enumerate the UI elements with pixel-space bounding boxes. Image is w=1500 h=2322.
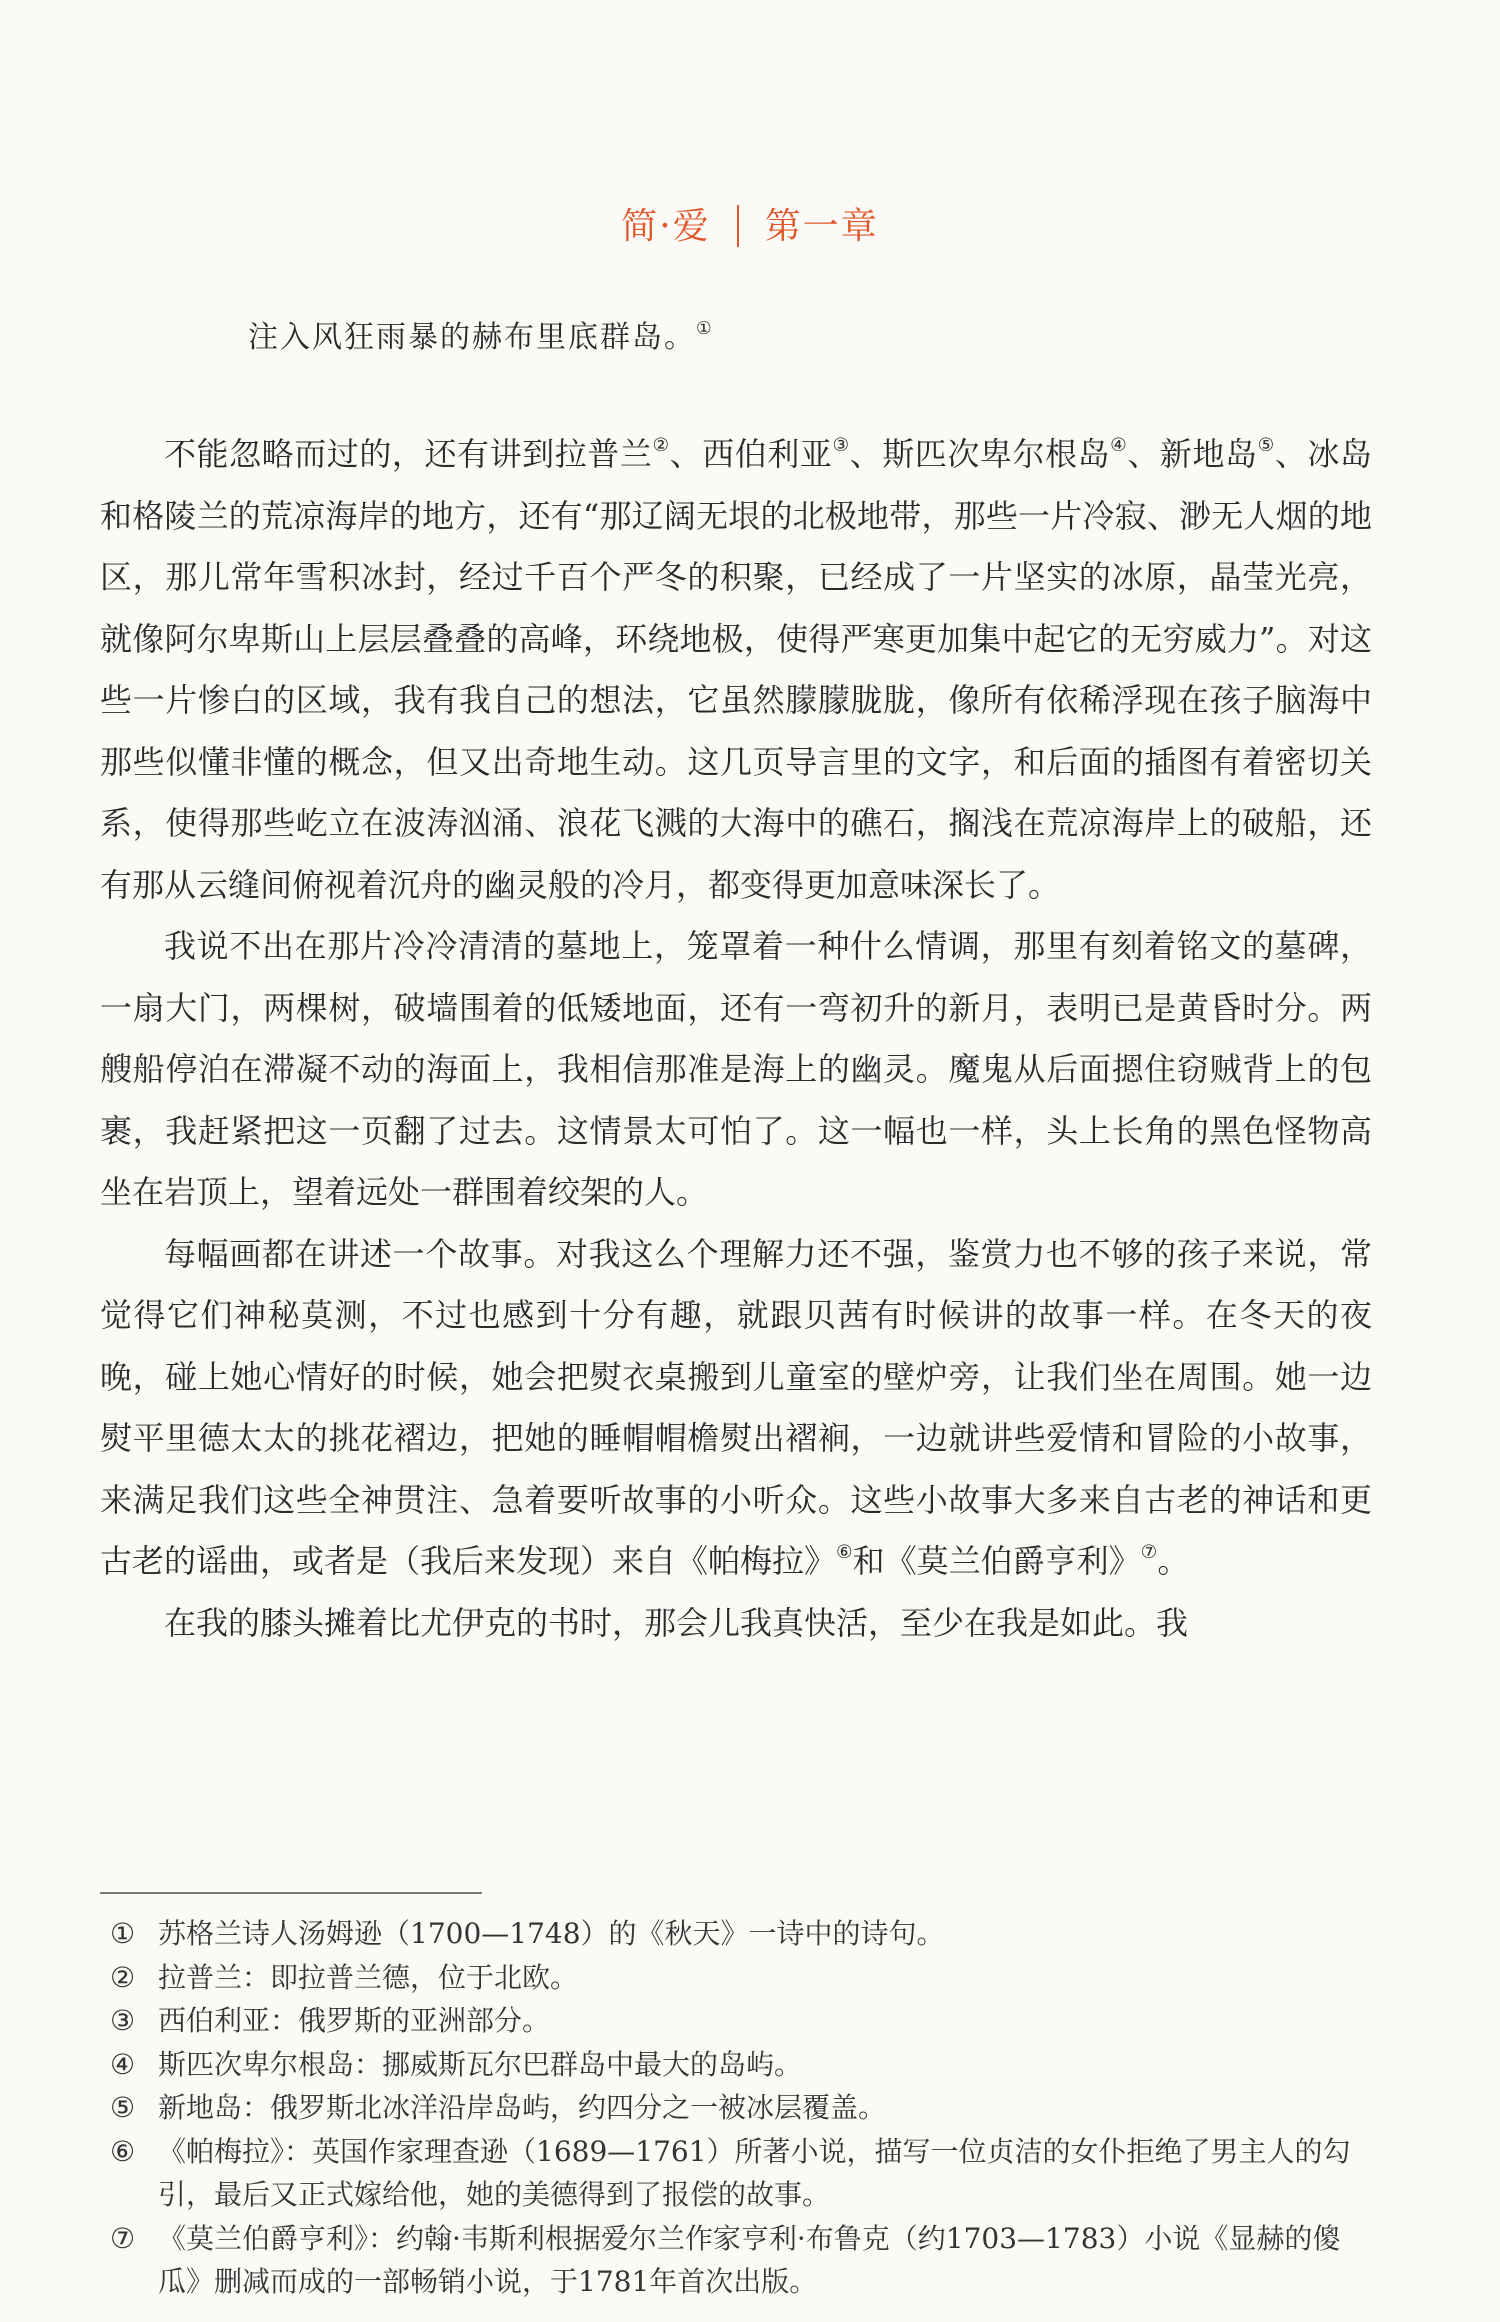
paragraph-text: 、斯匹次卑尔根岛 bbox=[849, 435, 1111, 473]
footnote-mark: ④ bbox=[110, 2047, 136, 2081]
paragraph-text: 、新地岛 bbox=[1127, 435, 1258, 473]
paragraph-text: 、西伯利亚 bbox=[669, 435, 833, 473]
footnote-mark: ① bbox=[110, 1917, 136, 1950]
running-header bbox=[0, 198, 1500, 250]
epigraph bbox=[248, 312, 714, 356]
footnote-ref: ⑤ bbox=[1257, 435, 1275, 457]
footnote bbox=[110, 1956, 1380, 2000]
paragraph-text: 不能忽略而过的，还有讲到拉普兰 bbox=[164, 435, 653, 473]
epigraph-text: 注入风狂雨暴的赫布里底群岛。 bbox=[248, 320, 696, 355]
footnote bbox=[110, 1912, 1380, 1956]
footnote-mark: ③ bbox=[110, 2004, 136, 2037]
footnote-text: 拉普兰：即拉普兰德，位于北欧。 bbox=[158, 1960, 579, 1994]
footnote-ref: ③ bbox=[832, 435, 850, 457]
body-text bbox=[100, 424, 1372, 1654]
footnote-mark: ⑥ bbox=[110, 2134, 136, 2168]
footnote-mark: ② bbox=[110, 1960, 136, 1994]
footnote-ref: ① bbox=[696, 318, 714, 339]
footnote-text: 《莫兰伯爵亨利》：约翰·韦斯利根据爱尔兰作家亨利·布鲁克（约1703—1783）小说《显赫的傻瓜》删减而成的一部畅销小说，于1781年首次出版。 bbox=[158, 2221, 1341, 2298]
paragraph-text: 。 bbox=[1157, 1542, 1190, 1580]
header-book-title: 简·爱 bbox=[621, 206, 711, 247]
footnote-text: 斯匹次卑尔根岛：挪威斯瓦尔巴群岛中最大的岛屿。 bbox=[158, 2047, 803, 2081]
paragraph-text: 、冰岛和格陵兰的荒凉海岸的地方，还有“那辽阔无垠的北极地带，那些一片冷寂、渺无人烟的地区，那儿常年雪积冰封，经过千百个严冬的积聚，已经成了一片坚实的冰原，晶莹光亮，就像阿尔卑斯山上层层叠叠的高峰，环绕地极，使得严寒更加集中起它的无穷威力”。对这些一片惨白的区域，我有我自己的想法，它虽然朦朦胧胧，像所有依稀浮现在孩子脑海中那些似懂非懂的概念，但又出奇地生动。这几页导言里的文字，和后面的插图有着密切关系，使得那些屹立在波涛汹涌、浪花飞溅的大海中的礁石，搁浅在荒凉海岸上的破船，还有那从云缝间俯视着沉舟的幽灵般的冷月，都变得更加意味深长了。 bbox=[100, 435, 1372, 904]
footnote bbox=[110, 2217, 1380, 2304]
header-divider bbox=[737, 205, 739, 247]
footnote-ref: ⑥ bbox=[836, 1542, 853, 1564]
paragraph-text: 我说不出在那片冷冷清清的墓地上，笼罩着一种什么情调，那里有刻着铭文的墓碑，一扇大门，两棵树，破墙围着的低矮地面，还有一弯初升的新月，表明已是黄昏时分。两艘船停泊在滞凝不动的海面上，我相信那准是海上的幽灵。魔鬼从后面摁住窃贼背上的包裹，我赶紧把这一页翻了过去。这情景太可怕了。这一幅也一样，头上长角的黑色怪物高坐在岩顶上，望着远处一群围着绞架的人。 bbox=[100, 927, 1372, 1211]
footnote-text: 西伯利亚：俄罗斯的亚洲部分。 bbox=[158, 2004, 551, 2037]
footnote-text: 新地岛：俄罗斯北冰洋沿岸岛屿，约四分之一被冰层覆盖。 bbox=[158, 2091, 887, 2124]
paragraph-text: 和《莫兰伯爵亨利》 bbox=[852, 1542, 1141, 1580]
footnote-ref: ④ bbox=[1110, 435, 1128, 457]
footnote-ref: ② bbox=[652, 435, 670, 457]
footnote-text: 《帕梅拉》：英国作家理查逊（1689—1761）所著小说，描写一位贞洁的女仆拒绝了男主人的勾引，最后又正式嫁给他，她的美德得到了报偿的故事。 bbox=[158, 2134, 1351, 2211]
footnote-ref: ⑦ bbox=[1140, 1542, 1158, 1564]
paragraph-text: 在我的膝头摊着比尤伊克的书时，那会儿我真快活，至少在我是如此。我 bbox=[164, 1603, 1189, 1642]
footnote bbox=[110, 2130, 1380, 2217]
header-chapter: 第一章 bbox=[764, 206, 879, 247]
paragraph bbox=[100, 1593, 1372, 1655]
footnote-mark: ⑦ bbox=[110, 2221, 136, 2255]
paragraph bbox=[100, 1224, 1372, 1593]
footnote-mark: ⑤ bbox=[110, 2091, 136, 2124]
footnotes bbox=[110, 1912, 1380, 2304]
paragraph bbox=[100, 424, 1372, 916]
paragraph bbox=[100, 916, 1372, 1224]
footnote-text: 苏格兰诗人汤姆逊（1700—1748）的《秋天》一诗中的诗句。 bbox=[158, 1917, 945, 1950]
footnote bbox=[110, 1999, 1380, 2043]
footnote-divider bbox=[100, 1892, 482, 1894]
paragraph-text: 每幅画都在讲述一个故事。对我这么个理解力还不强，鉴赏力也不够的孩子来说，常觉得它们神秘莫测，不过也感到十分有趣，就跟贝茜有时候讲的故事一样。在冬天的夜晚，碰上她心情好的时候，她会把熨衣桌搬到儿童室的壁炉旁，让我们坐在周围。她一边熨平里德太太的挑花褶边，把她的睡帽帽檐熨出褶裥，一边就讲些爱情和冒险的小故事，来满足我们这些全神贯注、急着要听故事的小听众。这些小故事大多来自古老的神话和更古老的谣曲，或者是（我后来发现）来自《帕梅拉》 bbox=[100, 1234, 1372, 1580]
footnote bbox=[110, 2043, 1380, 2087]
footnote bbox=[110, 2086, 1380, 2130]
